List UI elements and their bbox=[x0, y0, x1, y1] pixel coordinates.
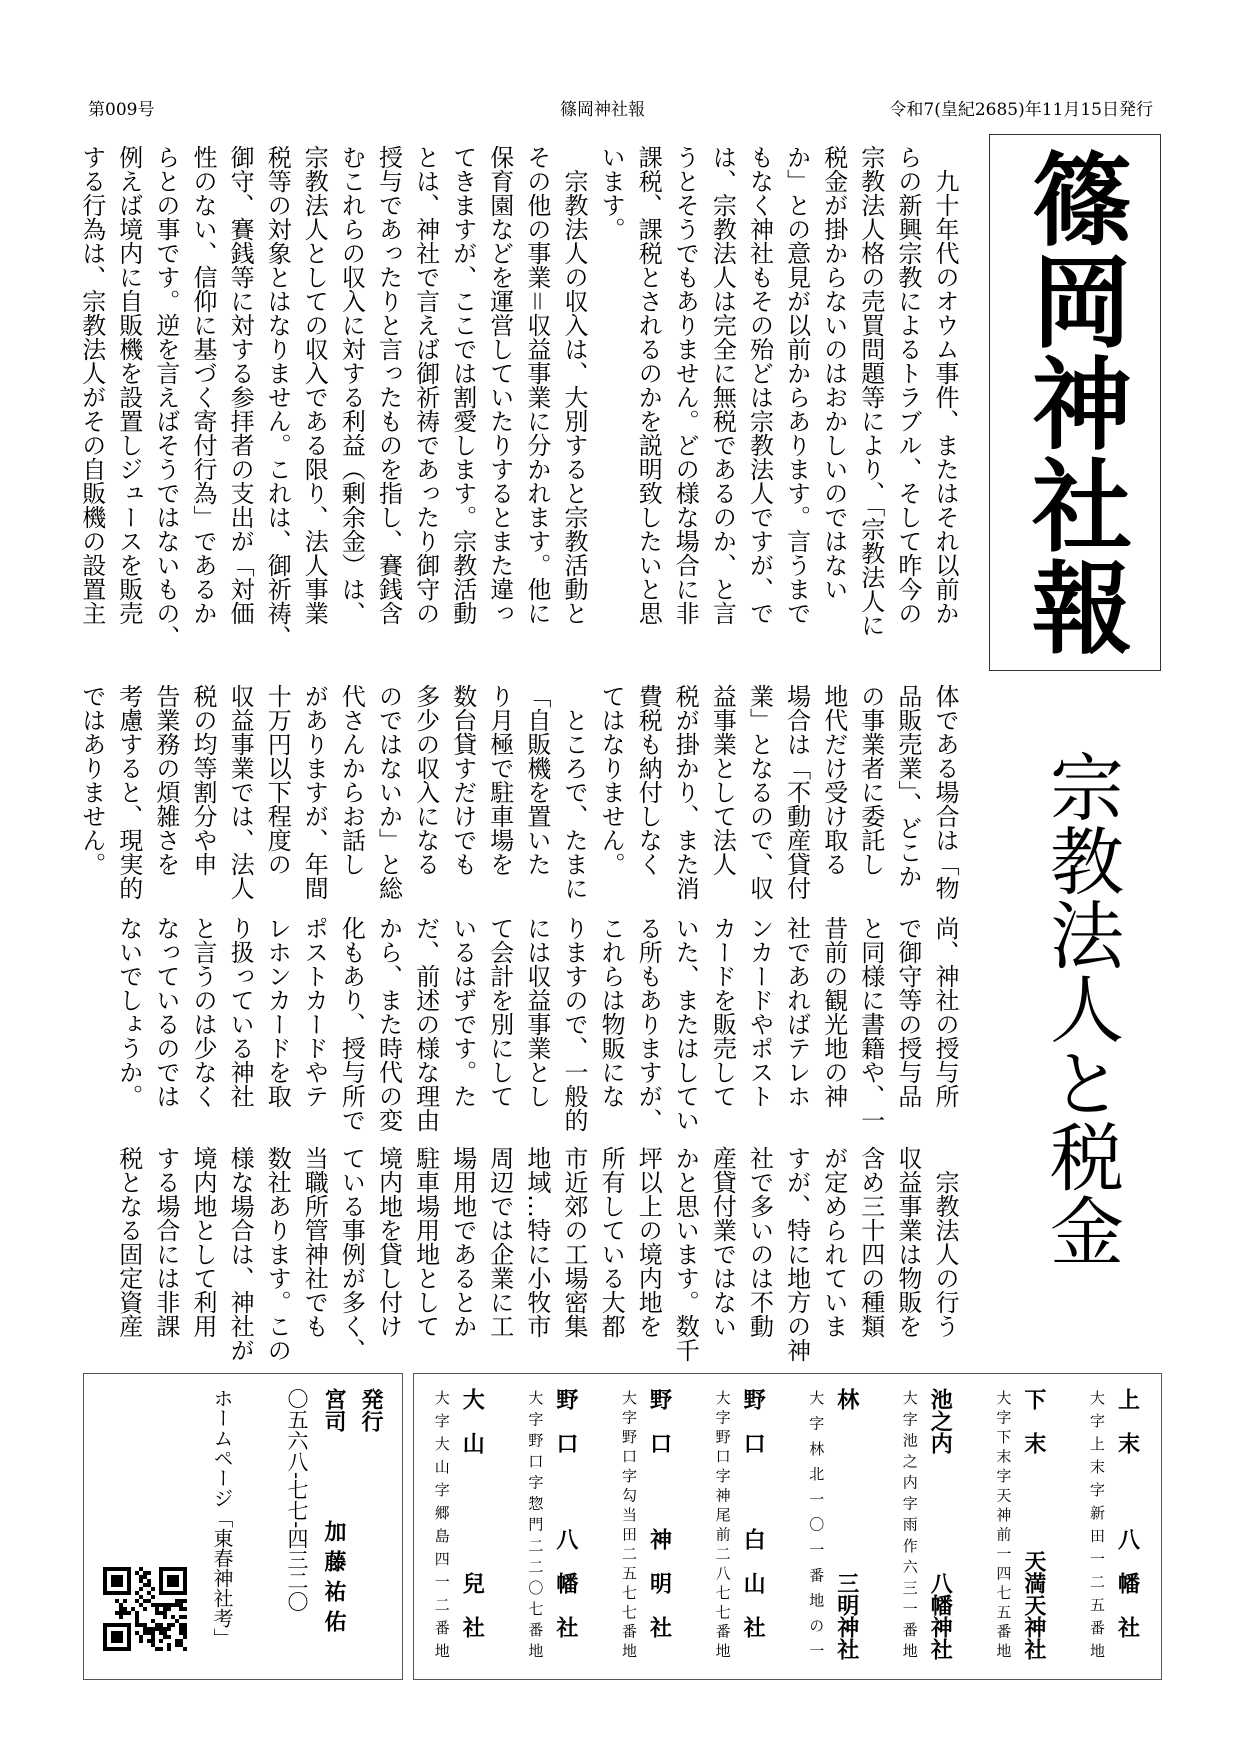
article-line: その他の事業＝収益事業に分かれます。他に bbox=[522, 145, 551, 625]
shrine-place: 野口 bbox=[646, 1388, 673, 1476]
shrine-address: 大字池之内字雨作六三一番地 bbox=[900, 1390, 919, 1658]
article-line: で御守等の授与品 bbox=[893, 916, 922, 1108]
shrine-title: 八幡社 bbox=[1114, 1528, 1141, 1660]
shrine-title: 神明社 bbox=[646, 1528, 673, 1660]
shrine-address: 大字野口字神尾前二八七七番地 bbox=[713, 1390, 732, 1658]
article-line: 境内地を貸し付け bbox=[374, 1146, 403, 1338]
article-line: 様な場合は、神社が bbox=[226, 1146, 255, 1362]
article-line: 税が掛かり、また消 bbox=[671, 684, 700, 900]
article-line: 収益事業では、法人 bbox=[226, 684, 255, 900]
shrine-title: 三明神社 bbox=[833, 1572, 860, 1660]
shrine-address: 大字下末字天神前一四七五番地 bbox=[994, 1390, 1013, 1658]
article-line: てきますが、ここでは割愛します。宗教活動 bbox=[448, 145, 477, 625]
article-line: いるはずです。た bbox=[448, 916, 477, 1108]
article-line: 益事業として法人 bbox=[708, 684, 737, 876]
article-line: らの新興宗教によるトラブル、そして昨今の bbox=[893, 145, 922, 625]
article-line: りますので、一般的 bbox=[560, 916, 588, 1132]
article-line: 産貸付業ではない bbox=[708, 1146, 737, 1338]
article-line: 例えば境内に自販機を設置しジュースを販売 bbox=[114, 145, 143, 625]
article-line: 社で多いのは不動 bbox=[745, 1146, 774, 1338]
shrine-title: 白山社 bbox=[740, 1528, 767, 1660]
article-line: これらは物販にな bbox=[597, 916, 626, 1108]
article-line: のではないか」と総 bbox=[374, 684, 403, 900]
shrine-name bbox=[741, 1388, 767, 1660]
article-line: 境内地として利用 bbox=[189, 1146, 217, 1338]
shrine-address: 大字上末字新田一二五番地 bbox=[1088, 1390, 1106, 1658]
shrine-name bbox=[553, 1388, 579, 1660]
article-line: 含め三十四の種類 bbox=[856, 1146, 885, 1338]
shrine-place: 野口 bbox=[740, 1388, 767, 1476]
article-line: 体である場合は「物 bbox=[931, 684, 959, 900]
article-line: もなく神社もその殆どは宗教法人ですが、で bbox=[745, 145, 774, 625]
article-line: する場合には非課 bbox=[151, 1146, 180, 1338]
publisher-name: 加藤祐佑 bbox=[321, 1520, 347, 1640]
article-line: 収益事業は物販を bbox=[893, 1146, 922, 1338]
article-line: 地域…特に小牧市 bbox=[522, 1146, 551, 1338]
article-line: 税の均等割分や申 bbox=[189, 684, 217, 876]
masthead-title: 篠岡神社報 bbox=[1015, 147, 1133, 658]
article-line: 業」となるので、収 bbox=[745, 684, 774, 900]
article-line: ンカードやポスト bbox=[745, 916, 774, 1108]
shrine-title: 八幡神社 bbox=[927, 1572, 954, 1660]
shrine-name bbox=[1021, 1388, 1047, 1660]
article-line: 九十年代のオウム事件、またはそれ以前か bbox=[931, 145, 959, 625]
article-line: る所もありますが、 bbox=[634, 916, 663, 1132]
article-line: 数台貸すだけでも bbox=[448, 684, 477, 876]
article-line: 考慮すると、現実的 bbox=[114, 684, 143, 900]
article-line: 税となる固定資産 bbox=[114, 1146, 143, 1338]
article-line: ないでしょうか。 bbox=[114, 916, 143, 1108]
article-line: てはなりません。 bbox=[597, 684, 626, 876]
article-line: 昔前の観光地の神 bbox=[819, 916, 848, 1108]
publisher-label: 発行 bbox=[358, 1388, 384, 1432]
article-line: ではありません。 bbox=[77, 684, 106, 876]
article-line: 性のない、信仰に基づく寄付行為」であるか bbox=[189, 145, 217, 625]
article-line: り月極で駐車場を bbox=[485, 684, 514, 876]
shrine-title: 天満天神社 bbox=[1020, 1550, 1047, 1660]
article-line: レホンカードを取 bbox=[263, 916, 292, 1108]
article-line: 社であればテレホ bbox=[782, 916, 811, 1108]
article-line: 化もあり、授与所で bbox=[337, 916, 366, 1132]
article-line: 場合は「不動産貸付 bbox=[782, 684, 811, 900]
article-line: する行為は、宗教法人がその自販機の設置主 bbox=[77, 145, 106, 625]
shrine-title: 兒社 bbox=[459, 1572, 486, 1660]
article-line: 尚、神社の授与所 bbox=[931, 916, 959, 1108]
issue-date: 令和7(皇紀2685)年11月15日発行 bbox=[889, 100, 1153, 120]
article-line: 告業務の煩雑さを bbox=[151, 684, 180, 876]
article-line: 所有している大都 bbox=[597, 1146, 626, 1338]
article-line: かと思います。数千 bbox=[671, 1146, 700, 1362]
article-line: ている事例が多く、 bbox=[337, 1146, 366, 1362]
issue-number: 第009号 bbox=[88, 100, 155, 120]
article-line: います。 bbox=[597, 145, 626, 241]
shrine-name bbox=[834, 1388, 860, 1660]
masthead-box bbox=[989, 134, 1161, 671]
article-line: 市近郊の工場密集 bbox=[560, 1146, 588, 1338]
shrine-place: 下末 bbox=[1020, 1388, 1047, 1476]
publisher-role: 宮司 bbox=[321, 1388, 347, 1432]
homepage-link[interactable]: ホームページ「東春神社考」 bbox=[210, 1388, 234, 1648]
article-line: 地代だけ受け取る bbox=[819, 684, 848, 876]
article-line: 品販売業」、どこか bbox=[893, 684, 922, 888]
newsletter-name: 篠岡神社報 bbox=[560, 100, 645, 120]
article-line: 代さんからお話し bbox=[337, 684, 366, 876]
article-line: て会計を別にして bbox=[485, 916, 514, 1108]
article-line: 授与であったりと言ったものを指し、賽銭含 bbox=[374, 145, 403, 625]
article-line: 多少の収入になる bbox=[411, 684, 440, 876]
article-line: ポストカードやテ bbox=[300, 916, 329, 1108]
article-line: 保育園などを運営していたりするとまた違っ bbox=[485, 145, 514, 625]
article-line: うとそうでもありません。どの様な場合に非 bbox=[671, 145, 700, 625]
article-line: ところで、たまに bbox=[560, 684, 588, 900]
article-line: がありますが、年間 bbox=[300, 684, 329, 900]
shrine-name bbox=[460, 1388, 486, 1660]
article-line: 宗教法人としての収入である限り、法人事業 bbox=[300, 145, 329, 625]
article-line: 費税も納付しなく bbox=[634, 684, 663, 876]
shrine-place: 池之内 bbox=[927, 1388, 954, 1454]
article-line: と同様に書籍や、一 bbox=[856, 916, 885, 1132]
article-line: 宗教法人格の売買問題等により、「宗教法人に bbox=[856, 145, 885, 637]
shrine-title: 八幡社 bbox=[552, 1528, 579, 1660]
article-line: 「自販機を置いた bbox=[522, 684, 551, 876]
qr-code-icon[interactable] bbox=[103, 1567, 187, 1651]
article-line: 坪以上の境内地を bbox=[634, 1146, 663, 1338]
article-line: 周辺では企業に工 bbox=[485, 1146, 514, 1338]
article-line: の事業者に委託し bbox=[856, 684, 885, 876]
article-line: すが、特に地方の神 bbox=[782, 1146, 811, 1362]
article-line: とは、神社で言えば御祈祷であったり御守の bbox=[411, 145, 440, 625]
publisher-phone: 〇五六八-七七-四三二〇 bbox=[285, 1388, 309, 1613]
article-line: 宗教法人の収入は、大別すると宗教活動と bbox=[560, 145, 588, 625]
shrine-name bbox=[647, 1388, 673, 1660]
shrine-name bbox=[928, 1388, 954, 1660]
article-line: 駐車場用地として bbox=[411, 1146, 440, 1338]
shrine-place: 林 bbox=[833, 1388, 860, 1432]
article-line: から、また時代の変 bbox=[374, 916, 403, 1132]
shrine-place: 野口 bbox=[552, 1388, 579, 1476]
shrine-address: 大字林北一〇一番地の一 bbox=[807, 1390, 826, 1658]
shrine-place: 大山 bbox=[459, 1388, 486, 1476]
shrine-name bbox=[1115, 1388, 1141, 1660]
shrine-address: 大字野口字惣門二二〇七番地 bbox=[526, 1390, 545, 1658]
article-line: なっているのでは bbox=[151, 916, 180, 1108]
shrine-place: 上末 bbox=[1114, 1388, 1141, 1476]
article-line: だ、前述の様な理由 bbox=[411, 916, 440, 1132]
article-line: むこれらの収入に対する利益（剰余金）は、 bbox=[337, 145, 366, 625]
article-line: と言うのは少なく bbox=[189, 916, 217, 1108]
article-line: 当職所管神社でも bbox=[300, 1146, 329, 1338]
article-line: は、宗教法人は完全に無税であるのか、と言 bbox=[708, 145, 737, 625]
article-line: 課税、課税とされるのかを説明致したいと思 bbox=[634, 145, 663, 625]
article-line: が定められていま bbox=[819, 1146, 848, 1338]
article-line: らとの事です。逆を言えばそうではないもの、 bbox=[151, 145, 180, 649]
article-line: カードを販売して bbox=[708, 916, 737, 1108]
article-line: いた、またはしてい bbox=[671, 916, 700, 1132]
article-line: には収益事業とし bbox=[522, 916, 551, 1108]
article-line: り扱っている神社 bbox=[226, 916, 255, 1108]
article-line: か」との意見が以前からあります。言うまで bbox=[782, 145, 811, 625]
shrine-address: 大字野口字勾当田二五七七番地 bbox=[620, 1390, 638, 1658]
article-line: 十万円以下程度の bbox=[263, 684, 292, 876]
article-line: 場用地であるとか bbox=[448, 1146, 477, 1338]
shrine-address: 大字大山字郷島四一二番地 bbox=[432, 1390, 451, 1658]
article-line: 宗教法人の行う bbox=[931, 1146, 959, 1338]
article-line: 御守、賽銭等に対する参拝者の支出が「対価 bbox=[226, 145, 255, 625]
article-line: 数社あります。この bbox=[263, 1146, 292, 1362]
article-title: 宗教法人と税金 bbox=[1038, 749, 1124, 1267]
article-line: 税等の対象とはなりません。これは、御祈祷、 bbox=[263, 145, 292, 649]
article-line: 税金が掛からないのはおかしいのではない bbox=[819, 145, 848, 601]
